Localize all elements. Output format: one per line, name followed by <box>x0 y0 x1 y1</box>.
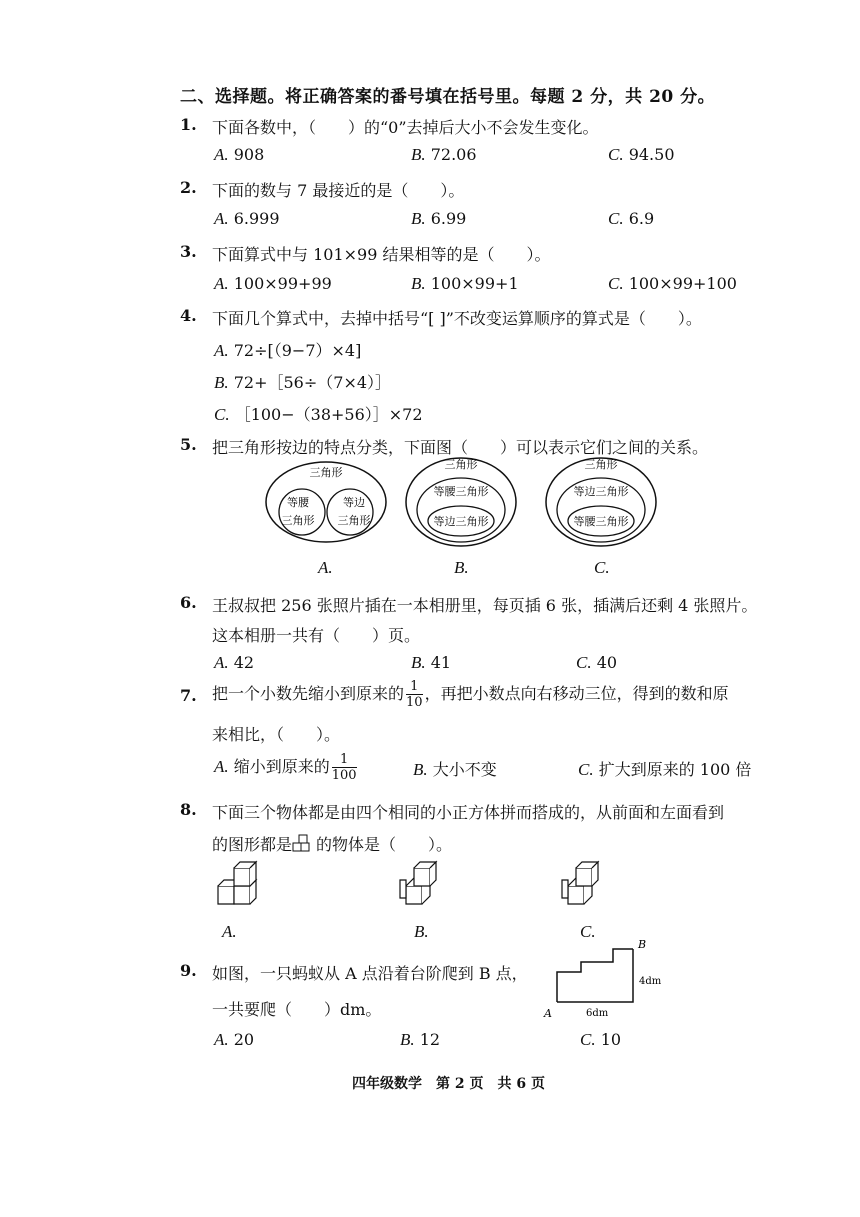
option-text: 40 <box>596 653 618 672</box>
figure-label-c: C. <box>580 922 596 941</box>
option-a <box>214 209 280 229</box>
option-a <box>214 752 359 783</box>
option-a <box>214 145 264 165</box>
option-letter: A. <box>214 757 229 776</box>
fraction-one-tenth <box>406 679 423 710</box>
question-number: 9. <box>180 961 197 980</box>
option-b <box>411 274 519 294</box>
question-text <box>212 679 729 710</box>
label-inner: 等腰三角形 <box>573 515 629 528</box>
option-b <box>400 1030 440 1050</box>
label-middle: 等边三角形 <box>573 485 629 498</box>
option-c <box>214 402 423 425</box>
option-c <box>578 757 751 780</box>
diagram-b <box>406 457 516 546</box>
point-a-label: A <box>544 1007 552 1020</box>
question-number: 1. <box>180 115 197 134</box>
option-letter: C. <box>580 1030 596 1049</box>
option-b <box>411 209 466 229</box>
option-letter: C. <box>608 274 624 293</box>
option-text: 10 <box>600 1030 622 1049</box>
question-text-line2: 一共要爬（ ）dm。 <box>212 1000 382 1019</box>
option-letter: B. <box>411 653 426 672</box>
question-text: 把三角形按边的特点分类，下面图（ ）可以表示它们之间的关系。 <box>212 438 709 457</box>
cube-figure-c <box>562 862 598 904</box>
figure-label-b: B. <box>414 922 429 941</box>
label-right: 等边 <box>343 496 365 509</box>
outer-ellipse <box>406 458 516 546</box>
option-text: 12 <box>419 1030 441 1049</box>
question-number: 8. <box>180 800 197 819</box>
option-a <box>214 1030 254 1050</box>
diagram-a <box>266 462 386 542</box>
question-text: 下面算式中与 101×99 结果相等的是（ ）。 <box>212 245 551 264</box>
question-text: 王叔叔把 256 张照片插在一本相册里，每页插 6 张，插满后还剩 4 张照片。 <box>212 596 758 615</box>
option-text: 100×99+99 <box>233 274 332 293</box>
option-text: 6.999 <box>233 209 280 228</box>
label-left2: 三角形 <box>281 514 315 527</box>
fraction-denominator: 10 <box>406 695 423 710</box>
option-text: 缩小到原来的 <box>233 757 330 776</box>
figure-label-a: A. <box>222 922 237 941</box>
option-letter: B. <box>413 760 428 779</box>
width-label: 6dm <box>586 1008 609 1019</box>
option-a <box>214 274 332 294</box>
page-footer: 四年级数学 第 2 页 共 6 页 <box>352 1076 545 1092</box>
option-text: 72+［56÷（7×4）］ <box>233 373 392 392</box>
option-c <box>580 1030 621 1050</box>
question-text: 如图，一只蚂蚁从 A 点沿着台阶爬到 B 点， <box>212 964 528 983</box>
diagram-label-a: A. <box>318 558 333 577</box>
staircase-steps <box>557 949 633 1002</box>
option-text: 20 <box>233 1030 255 1049</box>
option-letter: C. <box>608 209 624 228</box>
fraction-denominator: 100 <box>331 768 357 783</box>
option-text: 6.99 <box>430 209 467 228</box>
question-number: 3. <box>180 242 197 261</box>
option-letter: B. <box>411 209 426 228</box>
label-outer: 三角形 <box>584 458 618 471</box>
option-text: 908 <box>233 145 265 164</box>
option-a <box>214 653 254 673</box>
cube-figure-a <box>218 862 256 904</box>
question-text-part: 把一个小数先缩小到原来的 <box>212 684 405 703</box>
option-text: 扩大到原来的 100 倍 <box>598 760 752 779</box>
diagram-c <box>546 457 656 546</box>
height-label: 4dm <box>639 976 662 987</box>
question-text-line2: 这本相册一共有（ ）页。 <box>212 626 421 645</box>
label-outer: 三角形 <box>309 466 343 479</box>
section-title: 二、选择题。将正确答案的番号填在括号里。每题 2 分，共 20 分。 <box>180 87 716 107</box>
question-text-line2: 来相比，（ ）。 <box>212 725 341 744</box>
question-text: 下面的数与 7 最接近的是（ ）。 <box>212 181 465 200</box>
option-letter: A. <box>214 1030 229 1049</box>
option-letter: C. <box>214 405 230 424</box>
option-letter: C. <box>608 145 624 164</box>
option-b <box>214 370 391 393</box>
option-letter: C. <box>578 760 594 779</box>
fraction-one-hundredth <box>332 752 357 783</box>
option-letter: C. <box>576 653 592 672</box>
staircase-figure <box>540 935 670 1025</box>
option-b <box>411 145 477 165</box>
question-text: 下面三个物体都是由四个相同的小正方体拼而搭成的，从前面和左面看到 <box>212 803 725 822</box>
label-right2: 三角形 <box>337 514 371 527</box>
cube-figure-b <box>400 862 436 904</box>
diagram-label-b: B. <box>454 558 469 577</box>
option-letter: A. <box>214 341 229 360</box>
question-text-part: ，再把小数点向右移动三位，得到的数和原 <box>424 684 729 703</box>
option-c <box>608 145 675 165</box>
option-text: 72.06 <box>430 145 477 164</box>
fraction-numerator: 1 <box>406 679 423 695</box>
label-left: 等腰 <box>287 496 309 509</box>
triangle-venn-diagrams <box>260 452 660 552</box>
question-number: 6. <box>180 593 197 612</box>
label-inner: 等边三角形 <box>433 515 489 528</box>
option-text: 94.50 <box>628 145 675 164</box>
option-letter: A. <box>214 274 229 293</box>
question-text-part: 的物体是（ ）。 <box>316 835 453 854</box>
staircase-outline <box>557 949 633 1002</box>
fraction-numerator: 1 <box>332 752 357 768</box>
option-letter: B. <box>214 373 229 392</box>
option-letter: B. <box>411 274 426 293</box>
question-number: 4. <box>180 306 197 325</box>
option-b <box>413 757 497 780</box>
question-number: 7. <box>180 686 197 705</box>
view-shape-icon <box>292 834 316 854</box>
option-text: 41 <box>430 653 452 672</box>
option-b <box>411 653 451 673</box>
option-c <box>608 209 654 229</box>
option-letter: A. <box>214 209 229 228</box>
point-b-label: B <box>638 938 647 951</box>
option-text: 大小不变 <box>432 760 497 779</box>
option-text: 42 <box>233 653 255 672</box>
question-text-line2 <box>212 832 452 855</box>
option-a <box>214 338 361 361</box>
question-text-part: 的图形都是 <box>212 835 293 854</box>
option-text: ［100−（38+56）］×72 <box>234 405 423 424</box>
option-letter: A. <box>214 653 229 672</box>
option-text: 72÷[（9−7）×4] <box>233 341 362 360</box>
label-middle: 等腰三角形 <box>433 485 489 498</box>
question-number: 2. <box>180 178 197 197</box>
question-text: 下面各数中，（ ）的“0”去掉后大小不会发生变化。 <box>212 118 599 137</box>
option-c <box>576 653 617 673</box>
option-letter: A. <box>214 145 229 164</box>
label-outer: 三角形 <box>444 458 478 471</box>
option-text: 100×99+1 <box>430 274 519 293</box>
outer-ellipse <box>546 458 656 546</box>
question-text: 下面几个算式中，去掉中括号“[ ]”不改变运算顺序的算式是（ ）。 <box>212 309 702 328</box>
option-text: 6.9 <box>628 209 655 228</box>
question-number: 5. <box>180 435 197 454</box>
option-text: 100×99+100 <box>628 274 737 293</box>
option-c <box>608 274 737 294</box>
option-letter: B. <box>400 1030 415 1049</box>
cube-figures <box>210 856 660 916</box>
diagram-label-c: C. <box>594 558 610 577</box>
option-letter: B. <box>411 145 426 164</box>
